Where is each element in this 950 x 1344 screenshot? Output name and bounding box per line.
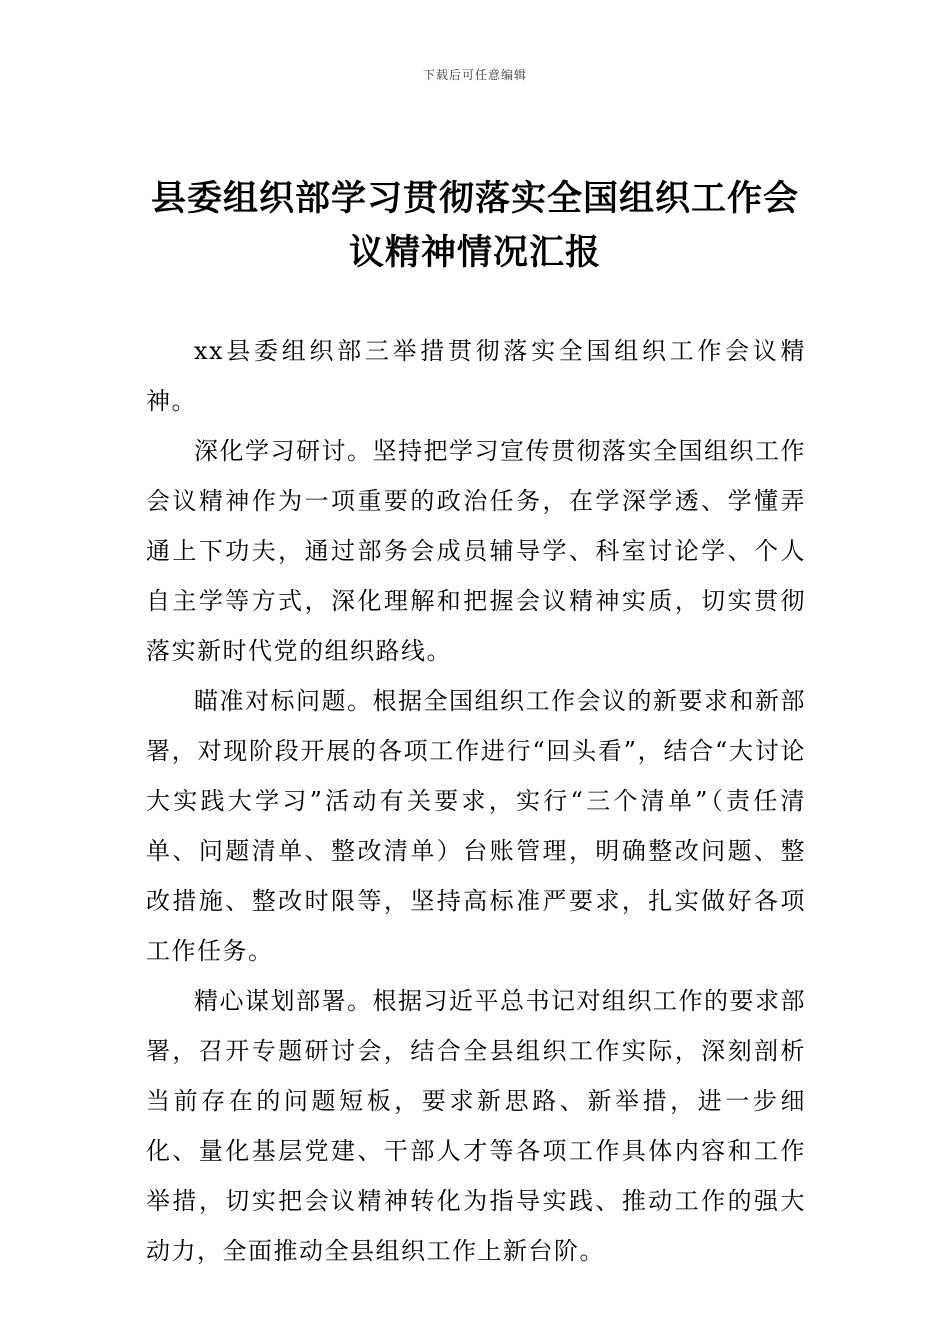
header-note: 下载后可任意编辑 — [422, 68, 527, 82]
document-body — [146, 326, 806, 1276]
paragraph-planning: 精心谋划部署。根据习近平总书记对组织工作的要求部署，召开专题研讨会，结合全县组织工作实际，深刻剖析当前存在的问题短板，要求新思路、新举措，进一步细化、量化基层党建、干部人才等各项工作具体内容和工作举措，切实把会议精神转化为指导实践、推动工作的强大动力，全面推动全县组织工作上新台阶。 — [146, 987, 806, 1265]
paragraph-intro: xx县委组织部三举措贯彻落实全国组织工作会议精神。 — [146, 337, 806, 415]
document-title — [140, 172, 810, 280]
paragraph-problems: 瞄准对标问题。根据全国组织工作会议的新要求和新部署，对现阶段开展的各项工作进行“回头看”，结合“大讨论大实践大学习”活动有关要求，实行“三个清单”（责任清单、问题清单、整改清单）台账管理，明确整改问题、整改措施、整改时限等，坚持高标准严要求，扎实做好各项工作任务。 — [146, 687, 806, 965]
title-line-1: 县委组织部学习贯彻落实全国组织工作会 — [150, 179, 799, 219]
title-line-2: 议精神情况汇报 — [348, 233, 601, 273]
paragraph-study: 深化学习研讨。坚持把学习宣传贯彻落实全国组织工作会议精神作为一项重要的政治任务，在学深学透、学懂弄通上下功夫，通过部务会成员辅导学、科室讨论学、个人自主学等方式，深化理解和把握会议精神实质，切实贯彻落实新时代党的组织路线。 — [146, 437, 806, 665]
